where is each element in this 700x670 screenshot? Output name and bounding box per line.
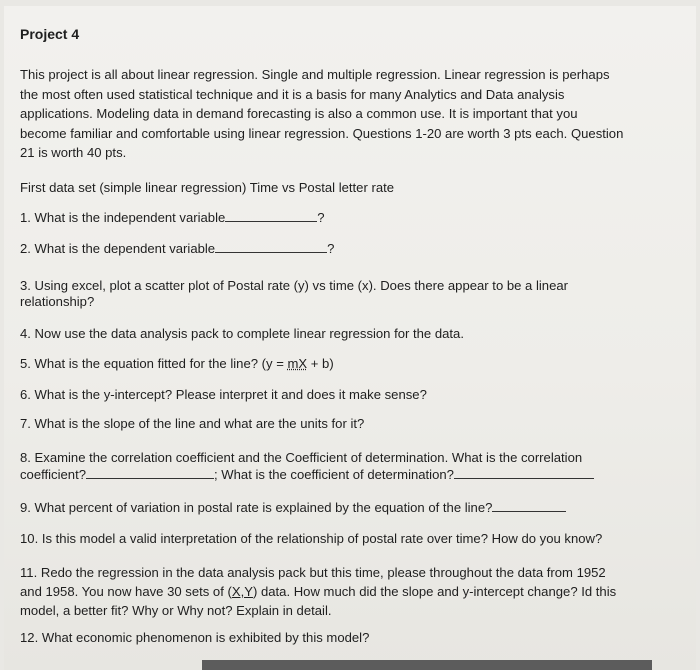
intro-line: applications. Modeling data in demand forecasting is also a common use. It is important that you bbox=[20, 106, 578, 121]
determination-blank[interactable] bbox=[454, 464, 594, 479]
question-2-text: 2. What is the dependent variable bbox=[20, 241, 216, 256]
question-8-line-1: 8. Examine the correlation coefficient and the Coefficient of determination. What is the correlation bbox=[20, 450, 583, 465]
question-9-text: 9. What percent of variation in postal rate is explained by the equation of the line? bbox=[20, 500, 493, 515]
intro-paragraph bbox=[20, 65, 670, 163]
footer-bar bbox=[202, 660, 652, 670]
intro-line: This project is all about linear regression. Single and multiple regression. Linear regression is perhaps bbox=[20, 67, 610, 82]
question-mark: ? bbox=[327, 241, 335, 256]
question-5-suffix: + b) bbox=[307, 356, 334, 371]
correlation-label: coefficient? bbox=[20, 467, 86, 482]
question-9 bbox=[20, 497, 566, 518]
question-11-line-3: model, a better fit? Why or Why not? Explain in detail. bbox=[20, 603, 332, 618]
question-2 bbox=[20, 238, 334, 259]
question-11-line-1: 11. Redo the regression in the data analysis pack but this time, please throughout the data from 1952 bbox=[20, 565, 606, 580]
question-1 bbox=[20, 207, 325, 228]
determination-label: ; What is the coefficient of determination? bbox=[214, 467, 454, 482]
question-11-suffix: ) data. How much did the slope and y-intercept change? Id this bbox=[252, 584, 617, 599]
dataset-heading: First data set (simple linear regression) Time vs Postal letter rate bbox=[20, 180, 395, 195]
question-7: 7. What is the slope of the line and what are the units for it? bbox=[20, 416, 365, 431]
question-10: 10. Is this model a valid interpretation of the relationship of postal rate over time? How do you know? bbox=[20, 531, 603, 546]
equation-mx: mX bbox=[287, 356, 308, 371]
question-11-prefix: and 1958. You now have 30 sets of ( bbox=[20, 584, 232, 599]
question-1-text: 1. What is the independent variable bbox=[20, 210, 226, 225]
intro-line: the most often used statistical technique and it is a basis for many Analytics and Data analysis bbox=[20, 86, 565, 102]
question-12: 12. What economic phenomenon is exhibited by this model? bbox=[20, 630, 370, 645]
intro-line: 21 is worth 40 pts. bbox=[20, 145, 127, 160]
question-6: 6. What is the y-intercept? Please interpret it and does it make sense? bbox=[20, 387, 427, 402]
question-3-line-1: 3. Using excel, plot a scatter plot of Postal rate (y) vs time (x). Does there appear to be a linear bbox=[20, 278, 569, 293]
page-title: Project 4 bbox=[20, 26, 80, 42]
document-page bbox=[4, 6, 696, 670]
answer-blank[interactable] bbox=[492, 497, 566, 512]
question-3-line-2: relationship? bbox=[20, 294, 95, 309]
intro-line: become familiar and comfortable using linear regression. Questions 1-20 are worth 3 pts each. Question bbox=[20, 125, 624, 141]
question-5-prefix: 5. What is the equation fitted for the line? (y = bbox=[20, 356, 288, 371]
answer-blank[interactable] bbox=[215, 238, 327, 253]
question-5 bbox=[20, 354, 334, 374]
xy-label: X,Y bbox=[231, 584, 253, 599]
question-8-line-2 bbox=[20, 464, 594, 485]
answer-blank[interactable] bbox=[225, 207, 317, 222]
question-mark: ? bbox=[317, 210, 325, 225]
question-11-line-2 bbox=[20, 582, 616, 602]
correlation-blank[interactable] bbox=[86, 464, 214, 479]
question-4: 4. Now use the data analysis pack to complete linear regression for the data. bbox=[20, 326, 464, 341]
